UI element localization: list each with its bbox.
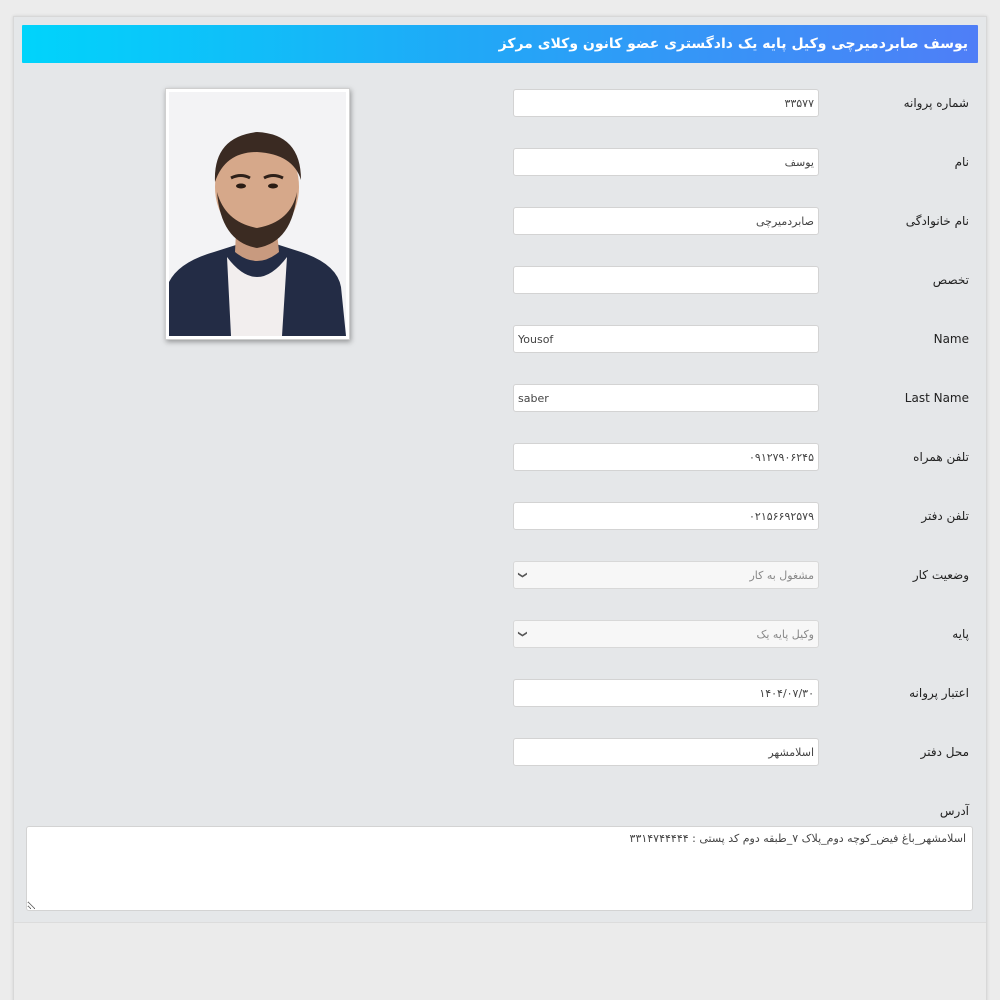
work-status-value: مشغول به کار: [749, 568, 814, 582]
office-phone-label: تلفن دفتر: [921, 509, 969, 523]
last-name-field[interactable]: [513, 207, 819, 235]
first-name-field[interactable]: [513, 148, 819, 176]
last-name-label: نام خانوادگی: [905, 214, 969, 228]
profile-header: [22, 25, 978, 63]
specialty-label: تخصص: [932, 273, 969, 287]
grade-value: وکیل پایه یک: [756, 627, 814, 641]
address-field[interactable]: [26, 826, 973, 911]
work-status-select[interactable]: [513, 561, 819, 589]
license-number-field[interactable]: [513, 89, 819, 117]
office-phone-field[interactable]: [513, 502, 819, 530]
mobile-label: تلفن همراه: [913, 450, 969, 464]
first-name-label: نام: [954, 155, 969, 169]
name-en-label: Name: [933, 332, 969, 346]
last-name-en-field[interactable]: [513, 384, 819, 412]
license-validity-label: اعتبار پروانه: [909, 686, 969, 700]
name-en-field[interactable]: [513, 325, 819, 353]
person-portrait-icon: [169, 92, 346, 336]
chevron-down-icon: ❯: [516, 630, 527, 638]
address-label: آدرس: [939, 804, 969, 818]
grade-select[interactable]: [513, 620, 819, 648]
license-validity-field[interactable]: [513, 679, 819, 707]
page-title: یوسف صابردمیرچی وکیل پایه یک دادگستری عضو کانون وکلای مرکز: [498, 36, 968, 52]
license-number-label: شماره پروانه: [903, 96, 969, 110]
profile-photo: [165, 88, 350, 340]
work-status-label: وضعیت کار: [912, 568, 969, 582]
office-location-label: محل دفتر: [920, 745, 969, 759]
specialty-field[interactable]: [513, 266, 819, 294]
last-name-en-label: Last Name: [904, 391, 969, 405]
grade-label: پایه: [952, 627, 969, 641]
chevron-down-icon: ❯: [516, 571, 527, 579]
footer-area: [14, 922, 986, 1000]
office-location-field[interactable]: [513, 738, 819, 766]
mobile-field[interactable]: [513, 443, 819, 471]
avatar: [169, 92, 346, 336]
